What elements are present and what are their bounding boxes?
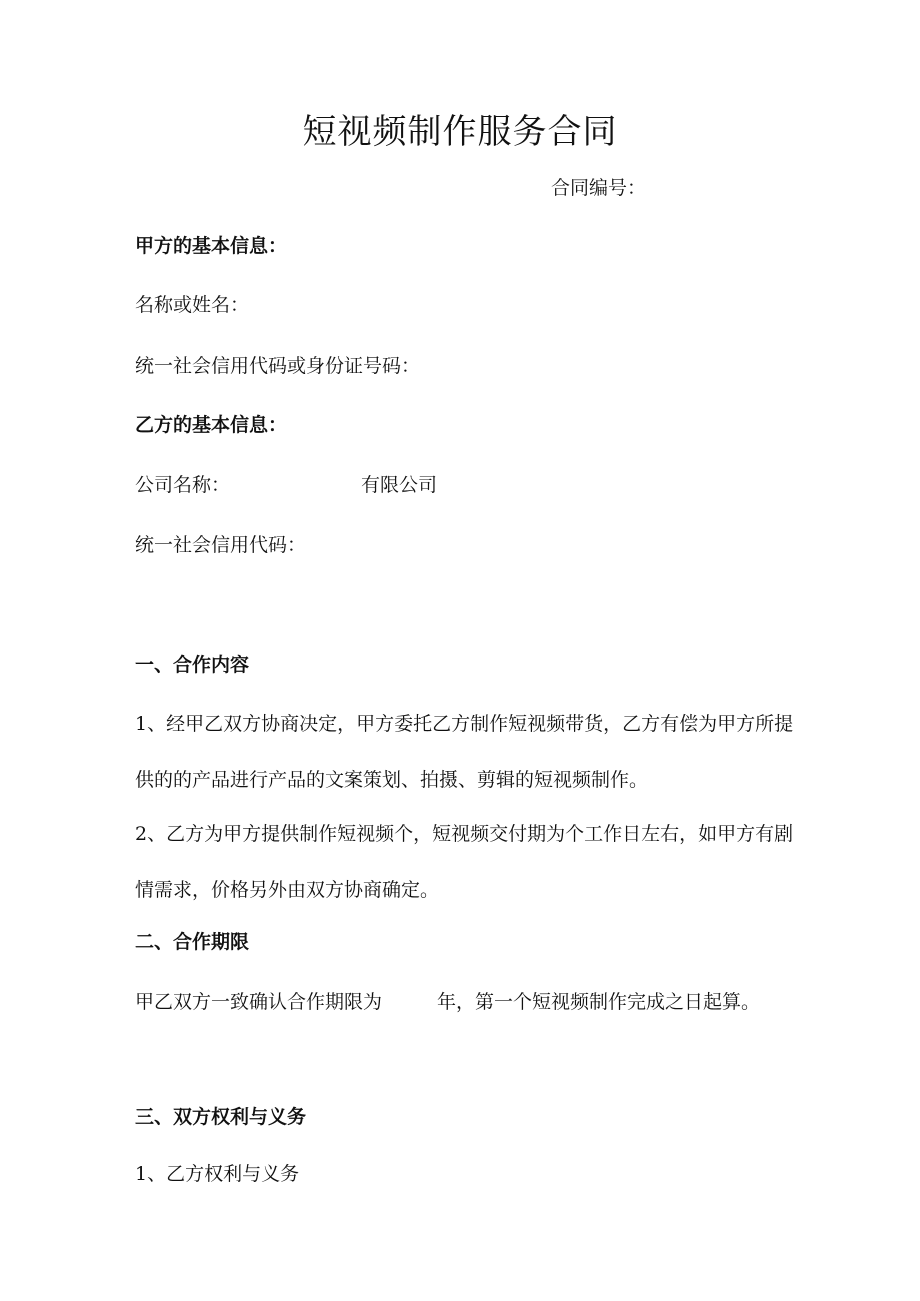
party-b-company-label: 公司名称： [135,474,231,496]
section-3-heading: 三、双方权利与义务 [135,1106,307,1128]
section-2-paragraph-part1: 甲乙双方一致确认合作期限为 [135,991,383,1013]
party-b-heading: 乙方的基本信息： [135,414,288,436]
section-2-paragraph [135,974,775,1030]
section-2-heading: 二、合作期限 [135,931,250,953]
party-a-name-label: 名称或姓名： [135,294,250,316]
section-1-heading: 一、合作内容 [135,654,250,676]
section-3-subheading: 1、乙方权利与义务 [135,1163,300,1185]
party-b-credit-code-label: 统一社会信用代码： [135,534,307,556]
section-2-paragraph-part2: 年，第一个短视频制作完成之日起算。 [437,991,761,1013]
section-1-paragraph-2: 2、乙方为甲方提供制作短视频个，短视频交付期为个工作日左右，如甲方有剧情需求，价格另外由双方协商确定。 [135,823,794,901]
party-b-company-suffix: 有限公司 [361,474,438,496]
contract-number-label: 合同编号： [551,177,647,199]
party-a-id-label: 统一社会信用代码或身份证号码： [135,355,421,377]
contract-title: 短视频制作服务合同 [302,112,618,152]
section-1-paragraph-1: 1、经甲乙双方协商决定，甲方委托乙方制作短视频带货，乙方有偿为甲方所提供的的产品进行产品的文案策划、拍摄、剪辑的短视频制作。 [135,713,794,791]
party-a-heading: 甲方的基本信息： [135,235,288,257]
